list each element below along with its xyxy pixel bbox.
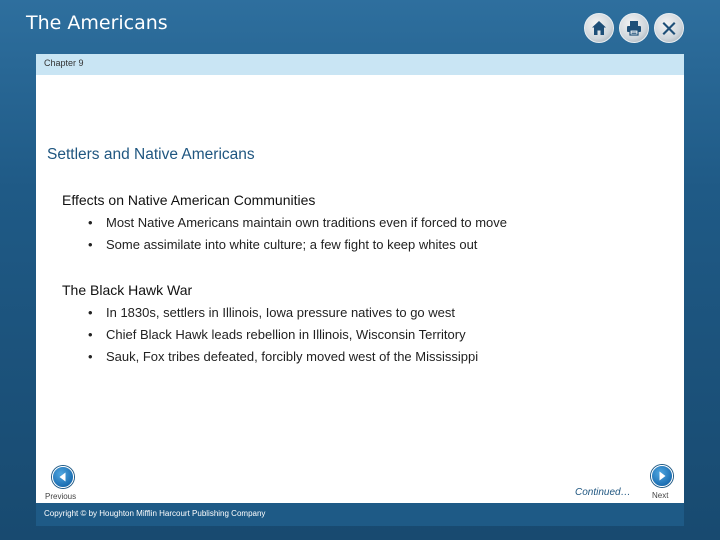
bullet-icon: •: [88, 327, 93, 342]
close-icon: [660, 19, 678, 37]
bullet-text: Most Native Americans maintain own traditions even if forced to move: [106, 215, 508, 230]
footer-bar: [36, 503, 684, 526]
list-item: [88, 304, 478, 326]
bullet-icon: •: [88, 305, 93, 320]
section-heading: Effects on Native American Communities: [62, 192, 316, 208]
copyright-text: Copyright © by Houghton Mifflin Harcourt Publishing Company: [44, 509, 266, 518]
list-item: [88, 214, 507, 236]
bullet-list: [88, 214, 507, 258]
slide-content: [36, 75, 684, 503]
next-label[interactable]: Next: [652, 491, 669, 500]
section-heading: The Black Hawk War: [62, 282, 193, 298]
app-title: The Americans: [26, 12, 168, 34]
arrow-left-icon: [57, 471, 69, 483]
previous-label[interactable]: Previous: [45, 492, 77, 501]
chapter-bar: [36, 54, 684, 75]
bullet-icon: •: [88, 215, 93, 230]
home-icon: [590, 19, 608, 37]
slide-title: Settlers and Native Americans: [47, 146, 255, 163]
bullet-text: Some assimilate into white culture; a few fight to keep whites out: [106, 237, 478, 252]
bullet-icon: •: [88, 349, 93, 364]
top-toolbar: [584, 13, 684, 43]
arrow-right-icon: [656, 470, 668, 482]
bullet-text: Chief Black Hawk leads rebellion in Illinois, Wisconsin Territory: [106, 327, 466, 342]
print-icon: [625, 19, 643, 37]
continued-label: Continued…: [575, 487, 631, 498]
bullet-text: In 1830s, settlers in Illinois, Iowa pressure natives to go west: [106, 305, 456, 320]
bullet-list: [88, 304, 478, 370]
bullet-icon: •: [88, 237, 93, 252]
chapter-label: Chapter 9: [44, 58, 84, 68]
close-button[interactable]: [654, 13, 684, 43]
previous-button[interactable]: [52, 466, 74, 488]
list-item: [88, 348, 478, 370]
next-button[interactable]: [651, 465, 673, 487]
list-item: [88, 326, 478, 348]
bullet-text: Sauk, Fox tribes defeated, forcibly moved west of the Mississippi: [106, 349, 479, 364]
list-item: [88, 236, 507, 258]
home-button[interactable]: [584, 13, 614, 43]
print-button[interactable]: [619, 13, 649, 43]
